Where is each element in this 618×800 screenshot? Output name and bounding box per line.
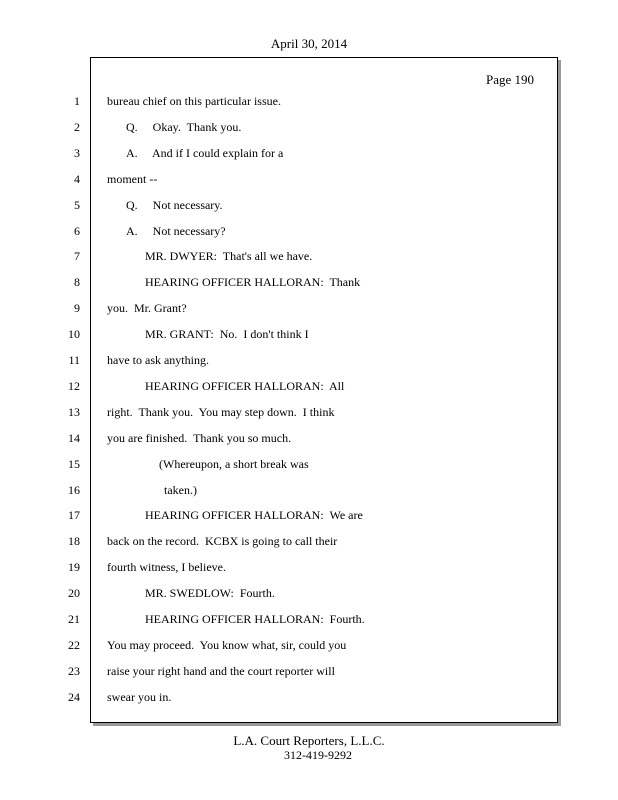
- line-text: MR. DWYER: That's all we have.: [145, 249, 313, 263]
- footer-phone: 312-419-9292: [284, 748, 352, 762]
- line-text: A. Not necessary?: [126, 224, 226, 238]
- line-text: have to ask anything.: [107, 353, 209, 367]
- line-number: 18: [68, 534, 80, 548]
- line-number: 22: [68, 638, 80, 652]
- line-text: A. And if I could explain for a: [126, 146, 284, 160]
- line-text: HEARING OFFICER HALLORAN: All: [145, 379, 345, 393]
- line-number: 9: [74, 301, 80, 315]
- line-number: 11: [68, 353, 80, 367]
- line-number: 6: [74, 224, 80, 238]
- line-text: Q. Not necessary.: [126, 198, 223, 212]
- line-number: 23: [68, 664, 80, 678]
- line-text: HEARING OFFICER HALLORAN: We are: [145, 508, 363, 522]
- footer: [0, 733, 618, 763]
- line-text: MR. SWEDLOW: Fourth.: [145, 586, 275, 600]
- line-number: 7: [74, 249, 80, 263]
- line-text: Q. Okay. Thank you.: [126, 120, 242, 134]
- line-number: 12: [68, 379, 80, 393]
- footer-company: L.A. Court Reporters, L.L.C.: [233, 733, 385, 748]
- line-text: right. Thank you. You may step down. I think: [107, 405, 335, 419]
- line-text: HEARING OFFICER HALLORAN: Fourth.: [145, 612, 365, 626]
- page-number: Page 190: [485, 72, 534, 87]
- line-number: 13: [68, 405, 80, 419]
- line-number: 3: [74, 146, 80, 160]
- line-number: 20: [68, 586, 80, 600]
- line-number: 4: [74, 172, 80, 186]
- line-number: 1: [74, 94, 80, 108]
- line-number: 5: [74, 198, 80, 212]
- line-number: 14: [68, 431, 80, 445]
- line-number: 2: [74, 120, 80, 134]
- line-text: moment --: [107, 172, 158, 186]
- line-text: fourth witness, I believe.: [107, 560, 226, 574]
- line-number: 17: [68, 508, 80, 522]
- line-number: 15: [68, 457, 80, 471]
- line-number: 10: [68, 327, 80, 341]
- line-text: back on the record. KCBX is going to call their: [107, 534, 338, 548]
- line-text: swear you in.: [107, 690, 172, 704]
- line-text: You may proceed. You know what, sir, could you: [107, 638, 347, 652]
- line-number: 8: [74, 275, 80, 289]
- line-number: 19: [68, 560, 80, 574]
- line-text: MR. GRANT: No. I don't think I: [145, 327, 309, 341]
- line-number: 21: [68, 612, 80, 626]
- line-text: (Whereupon, a short break was: [159, 457, 309, 471]
- line-text: taken.): [164, 483, 197, 497]
- line-text: you. Mr. Grant?: [107, 301, 187, 315]
- line-number: 16: [68, 483, 80, 497]
- line-text: bureau chief on this particular issue.: [107, 94, 281, 108]
- line-text: you are finished. Thank you so much.: [107, 431, 292, 445]
- transcript-date: April 30, 2014: [270, 36, 348, 51]
- line-text: HEARING OFFICER HALLORAN: Thank: [145, 275, 361, 289]
- line-number: 24: [68, 690, 80, 704]
- line-text: raise your right hand and the court reporter will: [107, 664, 335, 678]
